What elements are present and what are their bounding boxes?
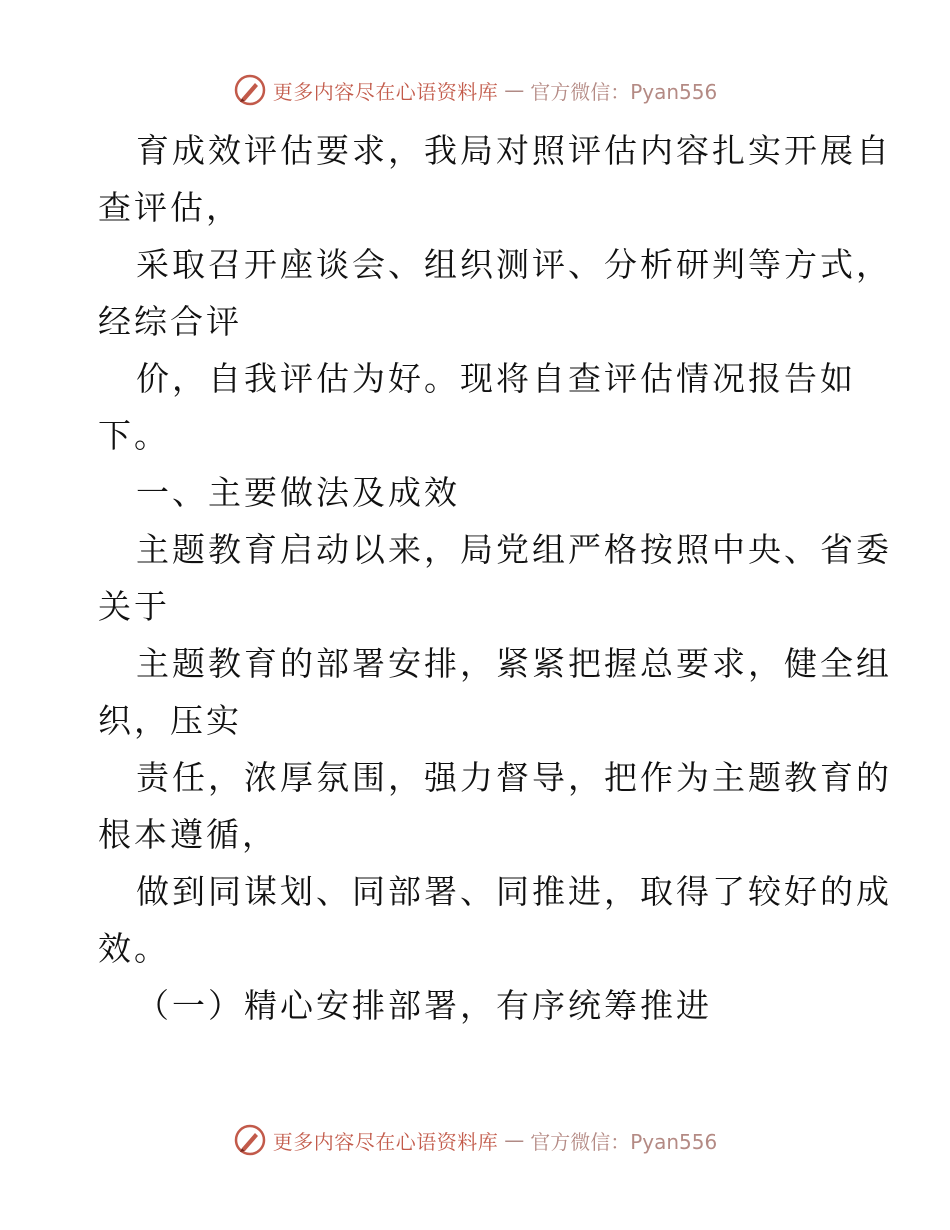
paragraph-line: 责任，浓厚氛围，强力督导，把作为主题教育的: [136, 758, 892, 797]
document-body: [98, 122, 892, 1034]
watermark-text: 更多内容尽在心语资料库: [272, 1129, 499, 1154]
paragraph-line: 下。: [98, 416, 170, 455]
paragraph-line: 关于: [98, 587, 170, 626]
paragraph-line: 效。: [98, 929, 170, 968]
paragraph-line: 主题教育的部署安排，紧紧把握总要求，健全组: [136, 644, 892, 683]
watermark-text: 更多内容尽在心语资料库: [272, 79, 499, 104]
paragraph-line: 采取召开座谈会、组织测评、分析研判等方式，: [136, 245, 892, 284]
paragraph-line: 育成效评估要求，我局对照评估内容扎实开展自: [136, 131, 892, 170]
watermark-footer: [0, 1120, 950, 1160]
paragraph-line: 做到同谋划、同部署、同推进，取得了较好的成: [136, 872, 892, 911]
subsection-heading: （一）精心安排部署，有序统筹推进: [136, 986, 712, 1025]
watermark-wechat: 官方微信：Pyan556: [530, 79, 718, 104]
paragraph-line: 查评估，: [98, 188, 242, 227]
paragraph-line: 织，压实: [98, 701, 242, 740]
paragraph-line: 价，自我评估为好。现将自查评估情况报告如: [136, 359, 856, 398]
section-heading: 一、主要做法及成效: [136, 473, 460, 512]
watermark-separator: —: [504, 78, 525, 102]
watermark-wechat: 官方微信：Pyan556: [530, 1129, 718, 1154]
watermark-separator: —: [504, 1128, 525, 1152]
pen-circle-logo-icon: [233, 73, 267, 107]
paragraph-line: 经综合评: [98, 302, 242, 341]
paragraph-line: 主题教育启动以来，局党组严格按照中央、省委: [136, 530, 892, 569]
pen-circle-logo-icon: [233, 1123, 267, 1157]
watermark-header: [0, 70, 950, 110]
paragraph-line: 根本遵循，: [98, 815, 278, 854]
